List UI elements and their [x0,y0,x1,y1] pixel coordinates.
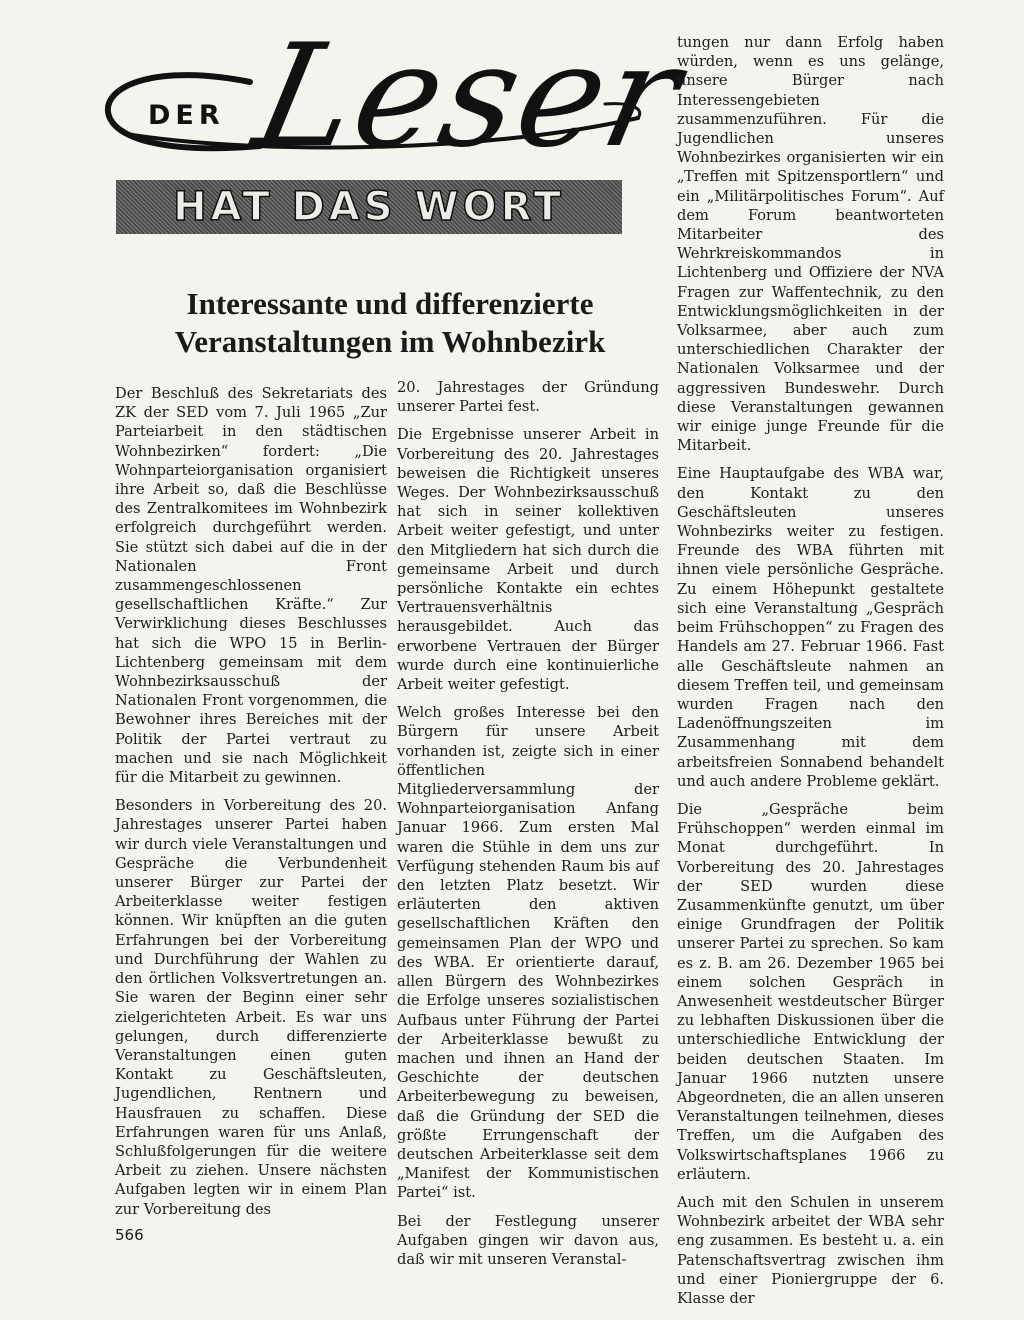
text-column-3 [677,33,944,1317]
text-column-1 [115,384,387,1228]
paragraph: Die „Gespräche beim Frühschoppen“ werden einmal im Monat durchgeführt. In Vorbereitung des 20. Jahrestages der SED wurden diese Zusammenkünfte genutzt, um über einige Grundfragen der Politik unserer Partei zu sprechen. So kam es z. B. am 26. Dezember 1965 bei einem solchen Gespräch in Anwesenheit westdeutscher Bürger zu lebhaften Diskussionen über die unterschiedliche Entwicklung der beiden deutschen Staaten. Im Januar 1966 nutzten unsere Abgeordneten, die an allen unseren Veranstaltungen teilnehmen, dieses Treffen, um die Aufgaben des Volkswirtschaftsplanes 1966 zu erläutern. [677,800,944,1183]
masthead-leser: Leser [242,14,696,179]
paragraph: Bei der Festlegung unserer Aufgaben gingen wir davon aus, daß wir mit unseren Veranstal- [397,1212,659,1268]
headline-line-2: Veranstaltungen im Wohnbezirk [174,324,606,359]
paragraph: Die Ergebnisse unserer Arbeit in Vorbereitung des 20. Jahrestages beweisen die Richtigkeit unseres Weges. Der Wohnbezirksausschuß hat sich in seiner kollektiven Arbeit weiter gefestigt, und unter den Mitgliedern hat sich durch die gemeinsame Arbeit und durch persönliche Kontakte ein echtes Vertrauensverhältnis herausgebildet. Auch das erworbene Vertrauen der Bürger wurde durch eine kontinuierliche Arbeit weiter gefestigt. [397,426,659,694]
paragraph: Welch großes Interesse bei den Bürgern für unsere Arbeit vorhanden ist, zeigte sich in einer öffentlichen Mitgliederversammlung der Wohnparteiorganisation Anfang Januar 1966. Zum ersten Mal waren die Stühle in dem uns zur Verfügung stehenden Raum bis auf den letzten Platz besetzt. Wir erläuterten den aktiven gesellschaftlichen Kräften den gemeinsamen Plan der WPO und des WBA. Er orientierte darauf, allen Bürgern des Wohnbezirkes die Erfolge unseres sozialistischen Aufbaus unter Führung der Partei der Arbeiterklasse bewußt zu machen und ihnen an Hand der Geschichte der deutschen Arbeiterbewegung zu beweisen, daß die Gründung der SED die größte Errungenschaft der deutschen Arbeiterklasse seit dem „Manifest der Kommunistischen Partei“ ist. [397,704,659,1202]
article-headline [110,285,670,361]
paragraph: Der Beschluß des Sekretariats des ZK der SED vom 7. Juli 1965 „Zur Parteiarbeit in den städtischen Wohnbezirken“ fordert: „Die Wohnparteiorganisation organisiert ihre Arbeit so, daß die Beschlüsse des Zentralkomitees im Wohnbezirk erfolgreich durchgeführt werden. Sie stützt sich dabei auf die in der Nationalen Front zusammengeschlossenen gesellschaftlichen Kräfte.“ Zur Verwirklichung dieses Beschlusses hat sich die WPO 15 in Berlin-Lichtenberg gemeinsam mit dem Wohnbezirksausschuß der Nationalen Front vorgenommen, die Bewohner ihres Bereiches mit der Politik der Partei vertraut zu machen und sie nach Möglichkeit für die Mitarbeit zu gewinnen. [115,385,387,787]
masthead-band [116,180,622,234]
page-number: 566 [115,1226,144,1244]
headline-line-1: Interessante und differenzierte [186,286,594,321]
paragraph: Eine Hauptaufgabe des WBA war, den Kontakt zu den Geschäftsleuten unseres Wohnbezirks weiter zu festigen. Freunde des WBA führten mit ihnen viele persönliche Gespräche. Zu einem Höhepunkt gestaltete sich eine Veranstaltung „Gespräch beim Frühschoppen“ zu Fragen des Handels am 27. Februar 1966. Fast alle Geschäftsleute nahmen an diesem Treffen teil, und gemeinsam wurden Fragen nach den Ladenöffnungszeiten im Zusammenhang mit dem arbeitsfreien Sonnabend behandelt und auch andere Probleme geklärt. [677,465,944,790]
paragraph: tungen nur dann Erfolg haben würden, wenn es uns gelänge, unsere Bürger nach Interessengebieten zusammenzuführen. Für die Jugendlichen unseres Wohnbezirkes organisierten wir ein „Treffen mit Spitzensportlern“ und ein „Militärpolitisches Forum“. Auf dem Forum beantworteten Mitarbeiter des Wehrkreiskommandos in Lichtenberg und Offiziere der NVA Fragen zur Waffentechnik, zu den Entwicklungsmöglichkeiten in der Volksarmee, aber auch zum unterschiedlichen Charakter der Nationalen Volksarmee und der aggressiven Bundeswehr. Durch diese Veranstaltungen gewannen wir einige junge Freunde für die Mitarbeit. [677,34,944,455]
text-column-2 [397,378,659,1278]
paragraph: 20. Jahrestages der Gründung unserer Partei fest. [397,379,659,416]
paragraph: Besonders in Vorbereitung des 20. Jahrestages unserer Partei haben wir durch viele Veranstaltungen und Gespräche die Verbundenheit unserer Bürger zur Partei der Arbeiterklasse weiter festigen können. Wir knüpften an die guten Erfahrungen bei der Vorbereitung und Durchführung der Wahlen zu den örtlichen Volksvertretungen an. Sie waren der Beginn einer sehr zielgerichteten Arbeit. Es war uns gelungen, durch differenzierte Veranstaltungen einen guten Kontakt zu Geschäftsleuten, Jugendlichen, Rentnern und Hausfrauen zu schaffen. Diese Erfahrungen waren für uns Anlaß, Schlußfolgerungen für die weitere Arbeit zu ziehen. Unsere nächsten Aufgaben legten wir in einem Plan zur Vorbereitung des [115,797,387,1218]
column-masthead-logo [100,14,696,232]
masthead-band-text: HAT DAS WORT [173,184,565,230]
masthead-der: DER [148,100,225,131]
paragraph: Auch mit den Schulen in unserem Wohnbezirk arbeitet der WBA sehr eng zusammen. Es besteht u. a. ein Patenschaftsvertrag zwischen ihm und einer Pioniergruppe der 6. Klasse der [677,1193,944,1307]
